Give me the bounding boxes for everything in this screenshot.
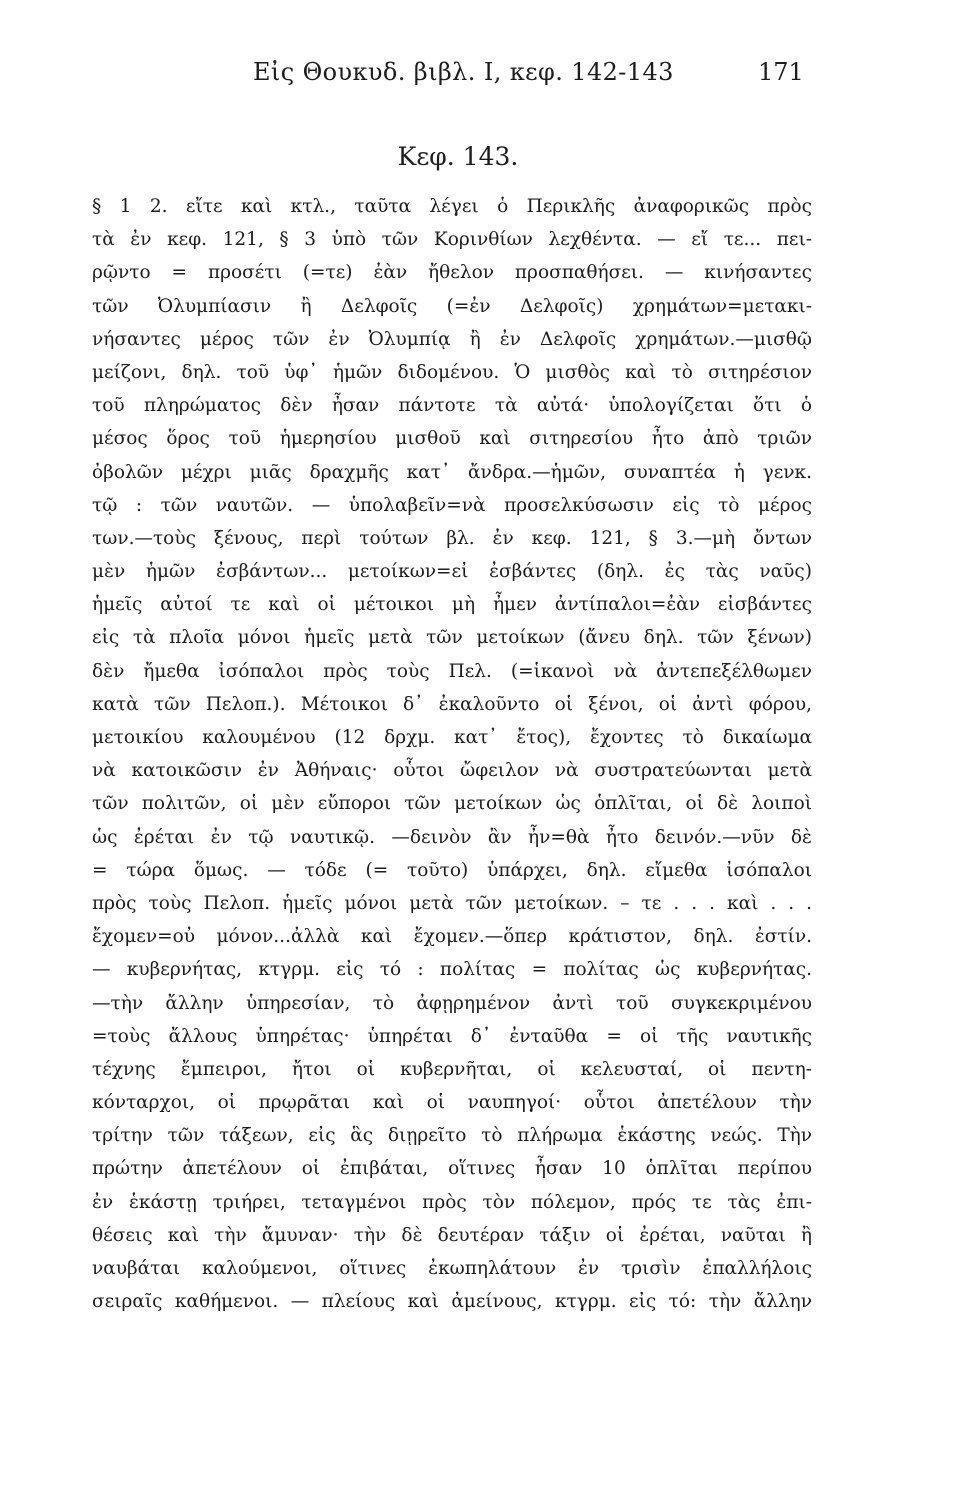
text-line: ναυβάται καλούμενοι, οἵτινες ἐκωπηλάτουν ἐν τρισὶν ἐπαλλήλοις: [92, 1258, 812, 1279]
text-line: τέχνης ἔμπειροι, ἤτοι οἱ κυβερνῆται, οἱ κελευσταί, οἱ πεντη-: [92, 1058, 812, 1080]
text-line: τὰ ἐν κεφ. 121, § 3 ὑπὸ τῶν Κορινθίων λεχθέντα. — εἴ τε... πει-: [92, 229, 812, 251]
text-line: κατὰ τῶν Πελοπ.). Μέτοικοι δ᾿ ἐκαλοῦντο οἱ ξένοι, οἱ ἀντὶ φόρου,: [92, 693, 812, 715]
text-line: τῶν πολιτῶν, οἱ μὲν εὔποροι τῶν μετοίκων ὡς ὁπλῖται, οἱ δὲ λοιποὶ: [92, 793, 812, 815]
text-line: νήσαντες μέρος τῶν ἐν Ὀλυμπίᾳ ἢ ἐν Δελφοῖς χρημάτων.—μισθῷ: [92, 328, 812, 350]
text-line: θέσεις καὶ τὴν ἄμυναν· τὴν δὲ δευτέραν τάξιν οἱ ἐρέται, ναῦται ἢ: [92, 1224, 812, 1246]
text-line: ἡμεῖς αὐτοί τε καὶ οἱ μέτοικοι μὴ ἦμεν ἀντίπαλοι=ἐὰν εἰσβάντες: [92, 594, 812, 616]
text-line: δὲν ἤμεθα ἰσόπαλοι πρὸς τοὺς Πελ. (=ἱκανοὶ νὰ ἀντεπεξέλθωμεν: [92, 660, 812, 682]
text-line: ὡς ἐρέται ἐν τῷ ναυτικῷ. —δεινὸν ἂν ἦν=θὰ ἦτο δεινόν.—νῦν δὲ: [92, 826, 812, 848]
text-line: μέσος ὅρος τοῦ ἡμερησίου μισθοῦ καὶ σιτηρεσίου ἦτο ἀπὸ τριῶν: [92, 428, 812, 450]
commentary-text: [92, 190, 812, 1318]
text-line: μετοικίου καλουμένου (12 δρχμ. κατ᾿ ἔτος), ἔχοντες τὸ δικαίωμα: [92, 727, 812, 748]
text-line: = τώρα ὅμως. — τόδε (= τοῦτο) ὑπάρχει, δηλ. εἴμεθα ἰσόπαλοι: [92, 859, 812, 881]
page-number: 171: [758, 58, 804, 86]
text-line: ἐν ἑκάστῃ τριήρει, τεταγμένοι πρὸς τὸν πόλεμον, πρός τε τὰς ἐπι-: [92, 1191, 812, 1213]
text-line: μὲν ἡμῶν ἐσβάντων... μετοίκων=εἰ ἐσβάντες (δηλ. ἐς τὰς ναῦς): [92, 561, 812, 583]
text-line: σειραῖς καθήμενοι. — πλείους καὶ ἀμείνους, κτγρμ. εἰς τό: τὴν ἄλλην: [92, 1291, 812, 1313]
text-line: μείζονι, δηλ. τοῦ ὑφ᾿ ἡμῶν διδομένου. Ὁ μισθὸς καὶ τὸ σιτηρέσιον: [92, 361, 812, 383]
text-line: τῶν Ὀλυμπίασιν ἢ Δελφοῖς (=ἐν Δελφοῖς) χρημάτων=μετακι-: [92, 295, 812, 317]
text-line: ρῷντο = προσέτι (=τε) ἐὰν ἤθελον προσπαθήσει. — κινήσαντες: [92, 262, 812, 284]
text-line: τοῦ πληρώματος δὲν ἦσαν πάντοτε τὰ αὐτά· ὑπολογίζεται ὅτι ὁ: [92, 395, 812, 417]
text-line: εἰς τὰ πλοῖα μόνοι ἡμεῖς μετὰ τῶν μετοίκων (ἄνευ δηλ. τῶν ξένων): [92, 627, 812, 649]
text-line: — κυβερνήτας, κτγρμ. εἰς τό : πολίτας = πολίτας ὡς κυβερνήτας.: [92, 959, 812, 981]
text-line: των.—τοὺς ξένους, περὶ τούτων βλ. ἐν κεφ. 121, § 3.—μὴ ὄντων: [92, 527, 812, 549]
text-line: ὀβολῶν μέχρι μιᾶς δραχμῆς κατ᾿ ἄνδρα.—ἡμῶν, συναπτέα ἡ γενκ.: [92, 461, 812, 483]
text-line: τρίτην τῶν τάξεων, εἰς ἃς διῃρεῖτο τὸ πλήρωμα ἑκάστης νεώς. Τὴν: [92, 1125, 812, 1147]
text-line: πρὸς τοὺς Πελοπ. ἡμεῖς μόνοι μετὰ τῶν μετοίκων. – τε . . . καὶ . . .: [92, 892, 812, 914]
text-line: =τοὺς ἄλλους ὑπηρέτας· ὑπηρέται δ᾿ ἐνταῦθα = οἱ τῆς ναυτικῆς: [92, 1025, 812, 1047]
text-line: —τὴν ἄλλην ὑπηρεσίαν, τὸ ἀφῃρημένον ἀντὶ τοῦ συγκεκριμένου: [92, 992, 812, 1014]
text-line: πρώτην ἀπετέλουν οἱ ἐπιβάται, οἵτινες ἦσαν 10 ὁπλῖται περίπου: [92, 1158, 812, 1180]
text-line: κόνταρχοι, οἱ πρῳρᾶται καὶ οἱ ναυπηγοί· οὗτοι ἀπετέλουν τὴν: [92, 1092, 812, 1114]
text-line: νὰ κατοικῶσιν ἐν Ἀθήναις· οὗτοι ὤφειλον νὰ συστρατεύωνται μετὰ: [92, 760, 812, 782]
text-line: τῷ : τῶν ναυτῶν. — ὑπολαβεῖν=νὰ προσελκύσωσιν εἰς τὸ μέρος: [92, 494, 812, 516]
text-line: ἔχομεν=οὐ μόνον...ἀλλὰ καὶ ἔχομεν.—ὅπερ κράτιστον, δηλ. ἐστίν.: [92, 926, 812, 948]
running-head: Εἰς Θουκυδ. βιβλ. Ι, κεφ. 142-143: [253, 58, 674, 86]
text-line: § 1 2. εἴτε καὶ κτλ., ταῦτα λέγει ὁ Περικλῆς ἀναφορικῶς πρὸς: [92, 196, 812, 217]
chapter-heading: Κεφ. 143.: [397, 142, 519, 171]
